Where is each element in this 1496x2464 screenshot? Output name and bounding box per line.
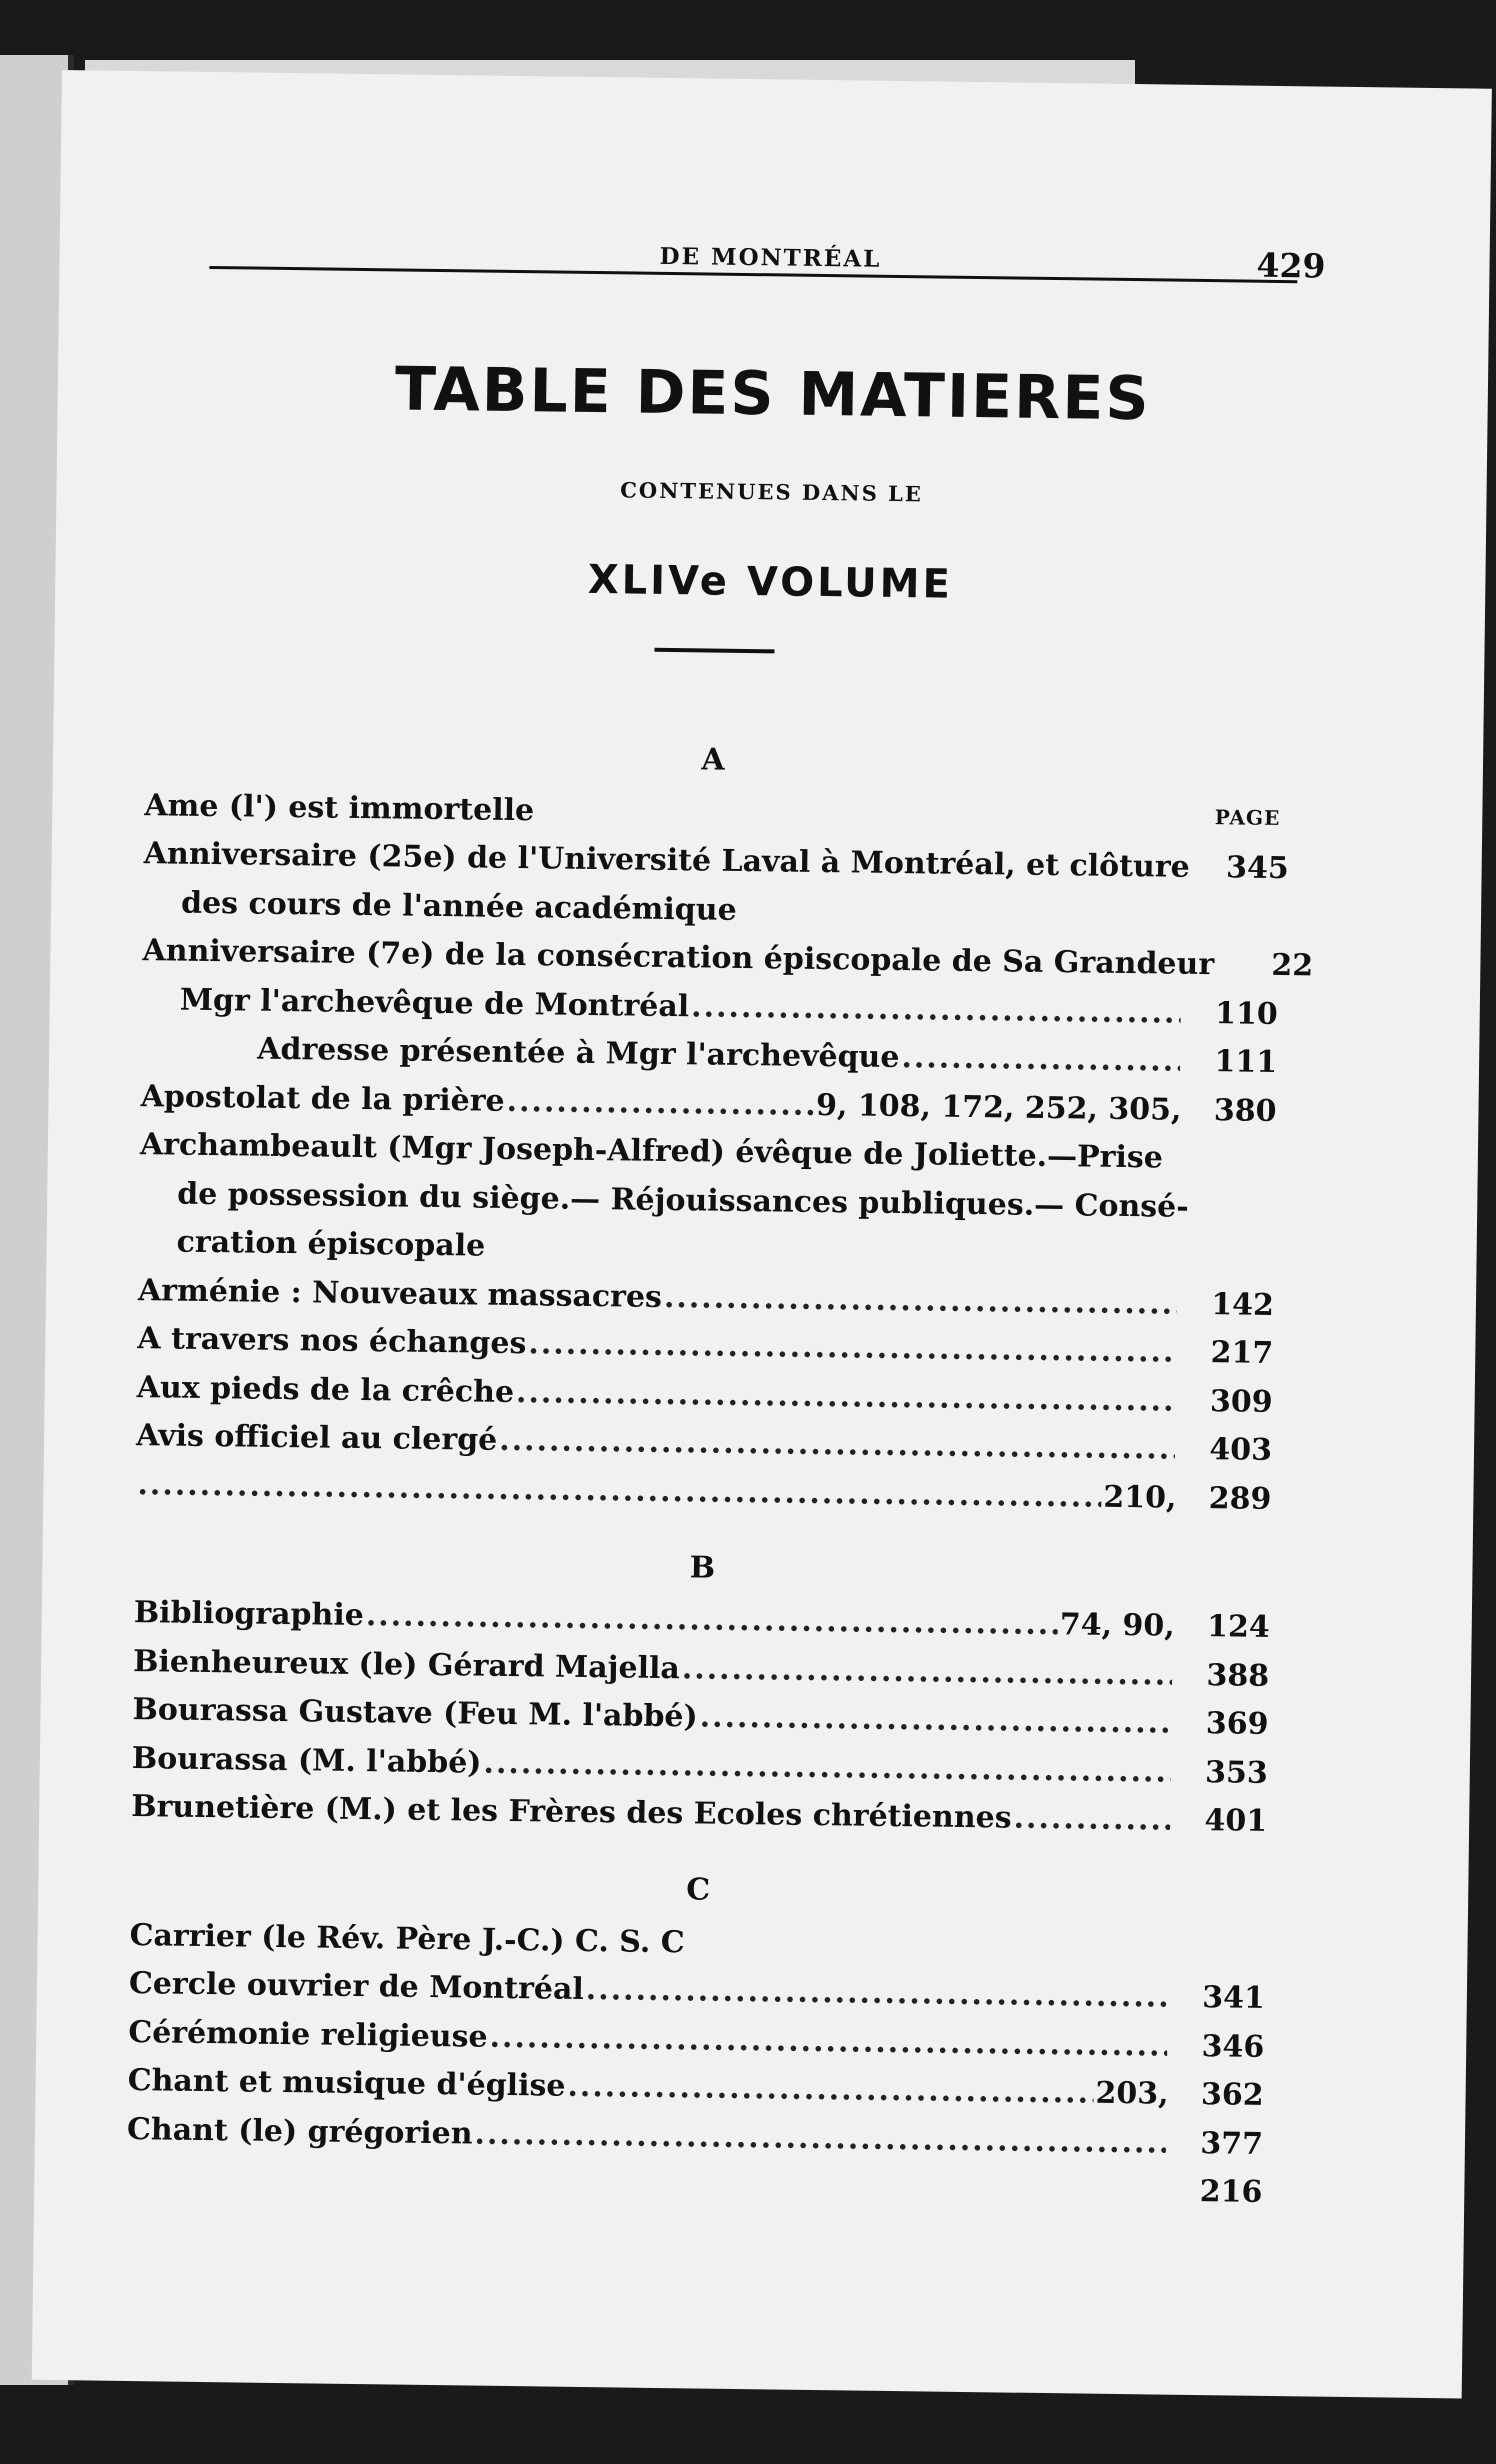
entry-text: Apostolat de la prière <box>140 1078 505 1119</box>
title-rule <box>654 648 774 654</box>
entry-text: de possession du siège.— Réjouissances publiques.— Consé- <box>177 1176 1189 1225</box>
entry-text: Bourassa Gustave (Feu M. l'abbé) <box>132 1692 698 1735</box>
entry-page: 124 <box>1206 1609 1270 1645</box>
leader-dots <box>1013 1799 1170 1841</box>
entry-page: 309 <box>1209 1383 1273 1420</box>
entry-text: Anniversaire (25e) de l'Université Laval à Montréal, et clôture <box>143 836 1190 885</box>
leader-dots <box>528 1324 1176 1372</box>
leader-dots <box>682 1649 1173 1695</box>
entry-page: 111 <box>1214 1044 1278 1080</box>
entry-text: Bienheureux (le) Gérard Majella <box>132 1643 681 1686</box>
leader-dots <box>1216 945 1217 985</box>
entry-text: Ame (l') est immortelle <box>144 787 535 828</box>
leader-dots <box>567 2067 1094 2114</box>
page-title: TABLE DES MATIERES <box>394 354 1152 435</box>
table-of-contents <box>126 729 1314 2213</box>
entry-page: 341 <box>1202 1980 1266 2016</box>
entry-page: 401 <box>1204 1803 1268 1839</box>
book-page <box>32 70 1492 2399</box>
leader-dots <box>901 1038 1180 1082</box>
entry-text: Anniversaire (7e) de la consécration épiscopale de Sa Grandeur <box>142 933 1215 983</box>
entry-pages-list: 203, <box>1095 2075 1169 2112</box>
entry-page: 380 <box>1213 1092 1277 1129</box>
leader-dots <box>699 1697 1171 1743</box>
entry-text: Carrier (le Rév. Père J.-C.) C. S. C <box>129 1917 685 1960</box>
entry-text: cration épiscopale <box>176 1224 486 1264</box>
entry-page: 289 <box>1208 1480 1272 1517</box>
entry-text: Adresse présentée à Mgr l'archevêque <box>256 1031 900 1076</box>
leader-dots <box>691 987 1181 1033</box>
entry-text: Cérémonie religieuse <box>128 2014 488 2055</box>
leader-dots <box>664 1277 1178 1324</box>
entry-page: 353 <box>1204 1754 1269 1791</box>
entry-page: 362 <box>1200 2077 1264 2113</box>
entry-text: Chant et musique d'église <box>127 2063 566 2104</box>
running-head: DE MONTRÉAL <box>659 242 882 273</box>
entry-text: Chant (le) grégorien <box>126 2111 473 2152</box>
entry-text: Bibliographie <box>133 1595 365 1634</box>
entry-page: 388 <box>1206 1657 1270 1694</box>
page-column-label: PAGE <box>1214 805 1281 831</box>
entry-pages-list: 74, 90, <box>1059 1607 1175 1644</box>
section-letter-b: B <box>689 1549 716 1586</box>
entry-page: 142 <box>1211 1286 1275 1323</box>
entry-text: A travers nos échanges <box>137 1321 527 1362</box>
section-letter-a: A <box>701 742 725 778</box>
entry-text: des cours de l'année académique <box>180 885 737 928</box>
entry-page: 377 <box>1200 2125 1264 2162</box>
leader-dots <box>586 1970 1169 2018</box>
entry-page: 346 <box>1201 2028 1265 2065</box>
entry-text: Aux pieds de la crêche <box>136 1369 515 1410</box>
entry-page: 216 <box>1199 2174 1263 2210</box>
subtitle: CONTENUES DANS LE <box>619 477 924 507</box>
entry-page: 369 <box>1205 1706 1269 1742</box>
entry-text: Avis officiel au clergé <box>135 1418 498 1458</box>
entry-text: Arménie : Nouveaux massacres <box>137 1272 663 1315</box>
entry-text: Brunetière (M.) et les Frères des Ecoles chrétiennes <box>131 1789 1012 1836</box>
entry-page: 110 <box>1214 995 1278 1032</box>
leader-dots <box>506 1081 814 1125</box>
page-number: 429 <box>1256 245 1326 286</box>
entry-page: 22 <box>1271 947 1314 984</box>
leader-dots <box>1191 848 1192 888</box>
entry-text: Bourassa (M. l'abbé) <box>131 1740 482 1781</box>
entry-pages-list: 9, 108, 172, 252, 305, <box>815 1087 1182 1128</box>
entry-page: 403 <box>1209 1432 1273 1468</box>
entry-pages-list: 210, <box>1103 1479 1177 1516</box>
entry-text: Mgr l'archevêque de Montréal <box>179 982 690 1024</box>
volume-label: XLIVe VOLUME <box>587 556 954 608</box>
entry-page: 345 <box>1225 850 1289 887</box>
entry-page: 217 <box>1210 1335 1274 1371</box>
entry-text: Cercle ouvrier de Montréal <box>128 1966 585 2007</box>
section-letter-c: C <box>686 1872 711 1908</box>
entry-text: Archambeault (Mgr Joseph-Alfred) évêque de Joliette.—Prise <box>139 1127 1164 1176</box>
